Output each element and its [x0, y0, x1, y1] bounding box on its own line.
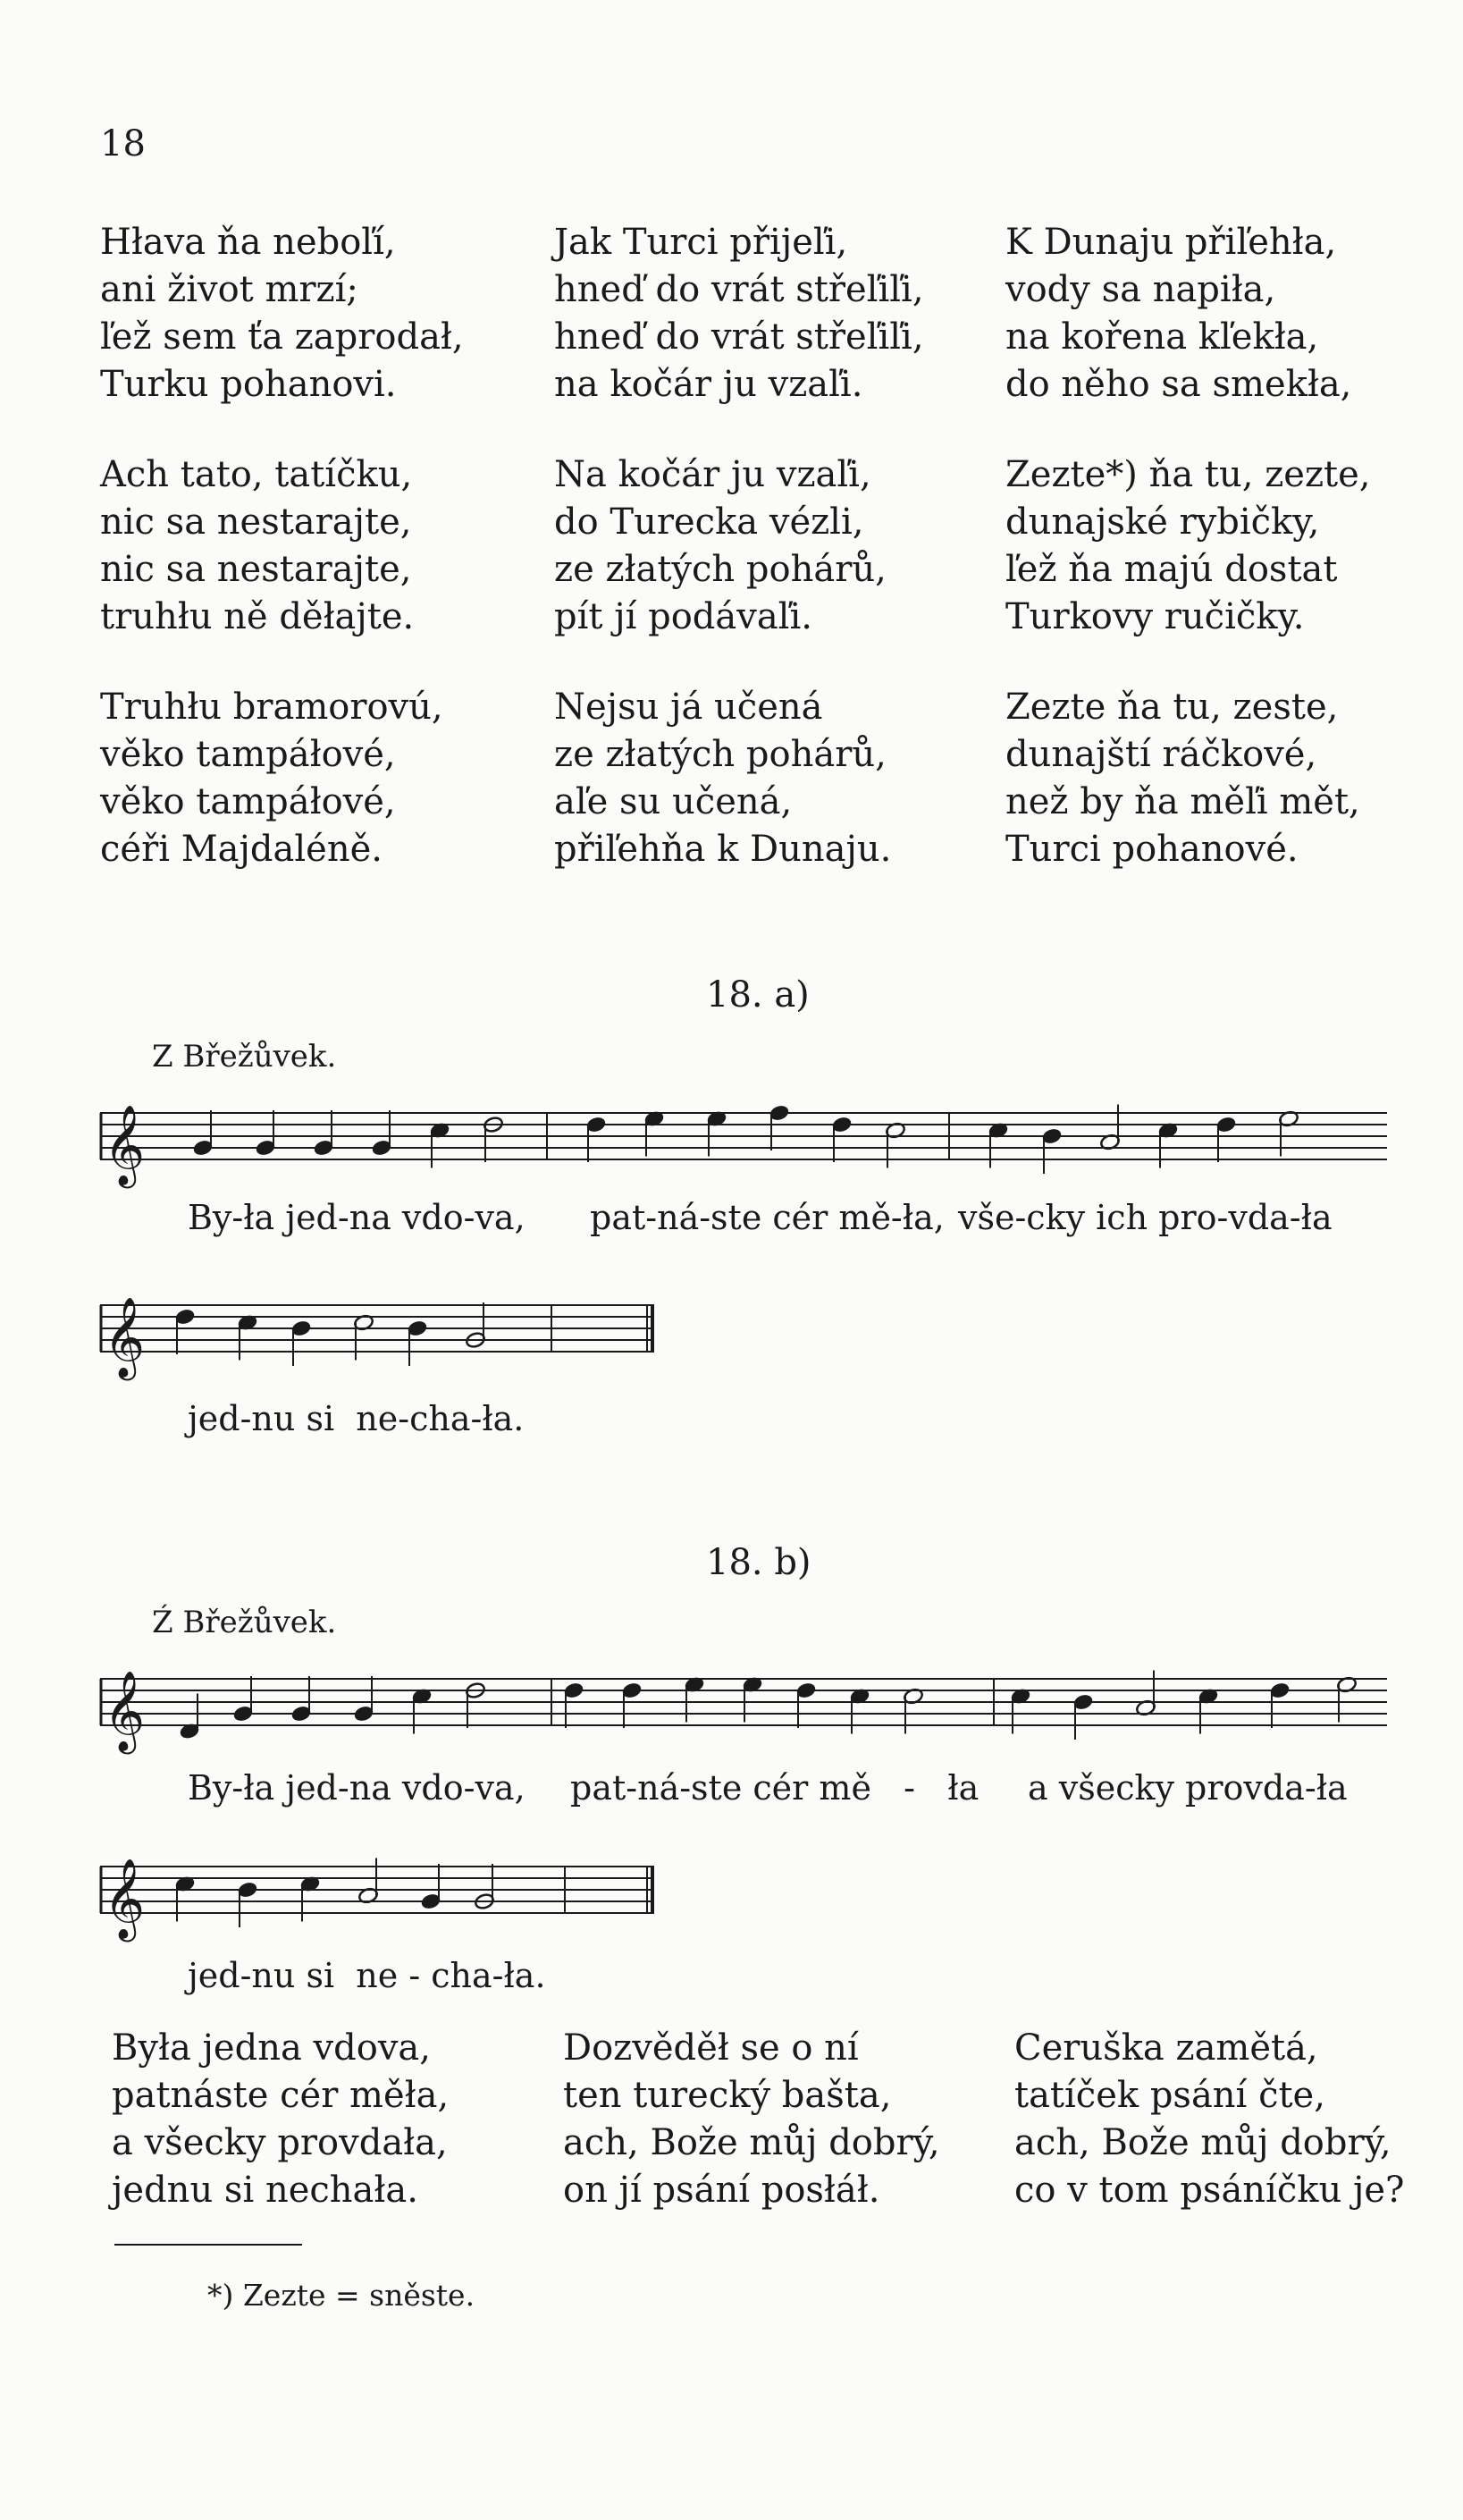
stanza-top-5	[554, 451, 887, 641]
verse-line: aľe su učená,	[554, 781, 793, 822]
treble-clef-icon: 𝄞	[104, 1671, 146, 1751]
verse-line: jednu si nechała.	[112, 2170, 418, 2211]
music-staff-a1	[100, 1095, 1396, 1193]
footnote-rule	[114, 2244, 302, 2246]
lyrics-b1-1: By-ła jed-na vdo-va,	[188, 1768, 526, 1808]
verse-line: ze złatých pohárů,	[554, 734, 887, 775]
stanza-top-4	[100, 451, 414, 641]
verse-line: dunajští ráčkové,	[1005, 734, 1317, 775]
verse-line: K Dunaju přiľehła,	[1005, 222, 1337, 263]
music-staff-a2	[100, 1287, 663, 1386]
stanza-bottom-3	[1014, 2025, 1404, 2214]
lyrics-b1-3: a všecky provda-ła	[1028, 1768, 1348, 1808]
verse-line: Hłava ňa neboľí,	[100, 222, 396, 263]
verse-line: Ceruška zamětá,	[1014, 2027, 1318, 2069]
song-number-a: 18. a)	[706, 974, 810, 1016]
verse-line: do Turecka vézli,	[554, 501, 864, 543]
verse-line: ach, Bože můj dobrý,	[563, 2122, 940, 2163]
page-number: 18	[100, 123, 146, 164]
lyrics-a1-3: vše-cky ich pro-vda-ła	[958, 1198, 1333, 1237]
verse-line: Zezte*) ňa tu, zezte,	[1005, 454, 1371, 495]
music-staff-b1	[100, 1661, 1396, 1759]
verse-line: Była jedna vdova,	[112, 2027, 431, 2069]
verse-line: ze złatých pohárů,	[554, 549, 887, 590]
verse-line: Turkovy ručičky.	[1005, 596, 1305, 637]
verse-line: Jak Turci přijeľi,	[554, 222, 848, 263]
lyrics-b2: jed-nu si ne - cha-ła.	[188, 1956, 546, 1995]
verse-line: céři Majdaléně.	[100, 829, 383, 870]
verse-line: Ach tato, tatíčku,	[100, 454, 413, 495]
verse-line: ten turecký bašta,	[563, 2075, 892, 2116]
stanza-top-3	[1005, 219, 1351, 409]
verse-line: do něho sa smekła,	[1005, 364, 1352, 405]
stanza-top-9	[1005, 684, 1360, 873]
verse-line: nic sa nestarajte,	[100, 501, 412, 543]
verse-line: věko tampáłové,	[100, 781, 396, 822]
treble-clef-icon: 𝄞	[104, 1858, 146, 1939]
verse-line: Na kočár ju vzaľi,	[554, 454, 871, 495]
song-origin-b: Ź Břežůvek.	[152, 1605, 337, 1640]
verse-line: ľež ňa majú dostat	[1005, 549, 1338, 590]
verse-line: hneď do vrát střeľiľi,	[554, 316, 924, 358]
verse-line: ľež sem ťa zaprodał,	[100, 316, 464, 358]
verse-line: patnáste cér měła,	[112, 2075, 450, 2116]
verse-line: a všecky provdała,	[112, 2122, 448, 2163]
verse-line: dunajské rybičky,	[1005, 501, 1320, 543]
verse-line: ani život mrzí;	[100, 269, 358, 310]
verse-line: tatíček psání čte,	[1014, 2075, 1325, 2116]
verse-line: Dozvěděł se o ní	[563, 2027, 859, 2069]
song-origin-a: Z Břežůvek.	[152, 1039, 337, 1075]
verse-line: vody sa napiła,	[1005, 269, 1276, 310]
verse-line: truhłu ně děłajte.	[100, 596, 415, 637]
verse-line: Nejsu já učená	[554, 687, 823, 728]
lyrics-a1-1: By-ła jed-na vdo-va,	[188, 1198, 526, 1237]
lyrics-a2: jed-nu si ne-cha-ła.	[188, 1399, 525, 1438]
verse-line: na kořena kľekła,	[1005, 316, 1319, 358]
lyrics-b1-2: pat-ná-ste cér mě - ła	[570, 1768, 980, 1808]
treble-clef-icon: 𝄞	[104, 1105, 146, 1185]
verse-line: pít jí podávaľi.	[554, 596, 812, 637]
verse-line: než by ňa měľi mět,	[1005, 781, 1360, 822]
stanza-top-8	[554, 684, 891, 873]
verse-line: co v tom psáníčku je?	[1014, 2170, 1405, 2211]
verse-line: na kočár ju vzaľi.	[554, 364, 863, 405]
stanza-top-6	[1005, 451, 1370, 641]
song-number-b: 18. b)	[706, 1542, 811, 1583]
verse-line: přiľehňa k Dunaju.	[554, 829, 892, 870]
stanza-top-1	[100, 219, 464, 409]
treble-clef-icon: 𝄞	[104, 1297, 146, 1378]
verse-line: Turci pohanové.	[1005, 829, 1299, 870]
footnote: *) Zezte = sněste.	[207, 2278, 475, 2313]
stanza-top-7	[100, 684, 443, 873]
stanza-top-2	[554, 219, 924, 409]
verse-line: Truhłu bramorovú,	[100, 687, 443, 728]
verse-line: Zezte ňa tu, zeste,	[1005, 687, 1339, 728]
music-staff-b2	[100, 1849, 663, 1947]
stanza-bottom-1	[112, 2025, 449, 2214]
verse-line: hneď do vrát střeľiľi,	[554, 269, 924, 310]
verse-line: nic sa nestarajte,	[100, 549, 412, 590]
stanza-bottom-2	[563, 2025, 940, 2214]
verse-line: Turku pohanovi.	[100, 364, 397, 405]
verse-line: on jí psání posłáł.	[563, 2170, 880, 2211]
verse-line: ach, Bože můj dobrý,	[1014, 2122, 1392, 2163]
verse-line: věko tampáłové,	[100, 734, 396, 775]
lyrics-a1-2: pat-ná-ste cér mě-ła,	[590, 1198, 945, 1237]
